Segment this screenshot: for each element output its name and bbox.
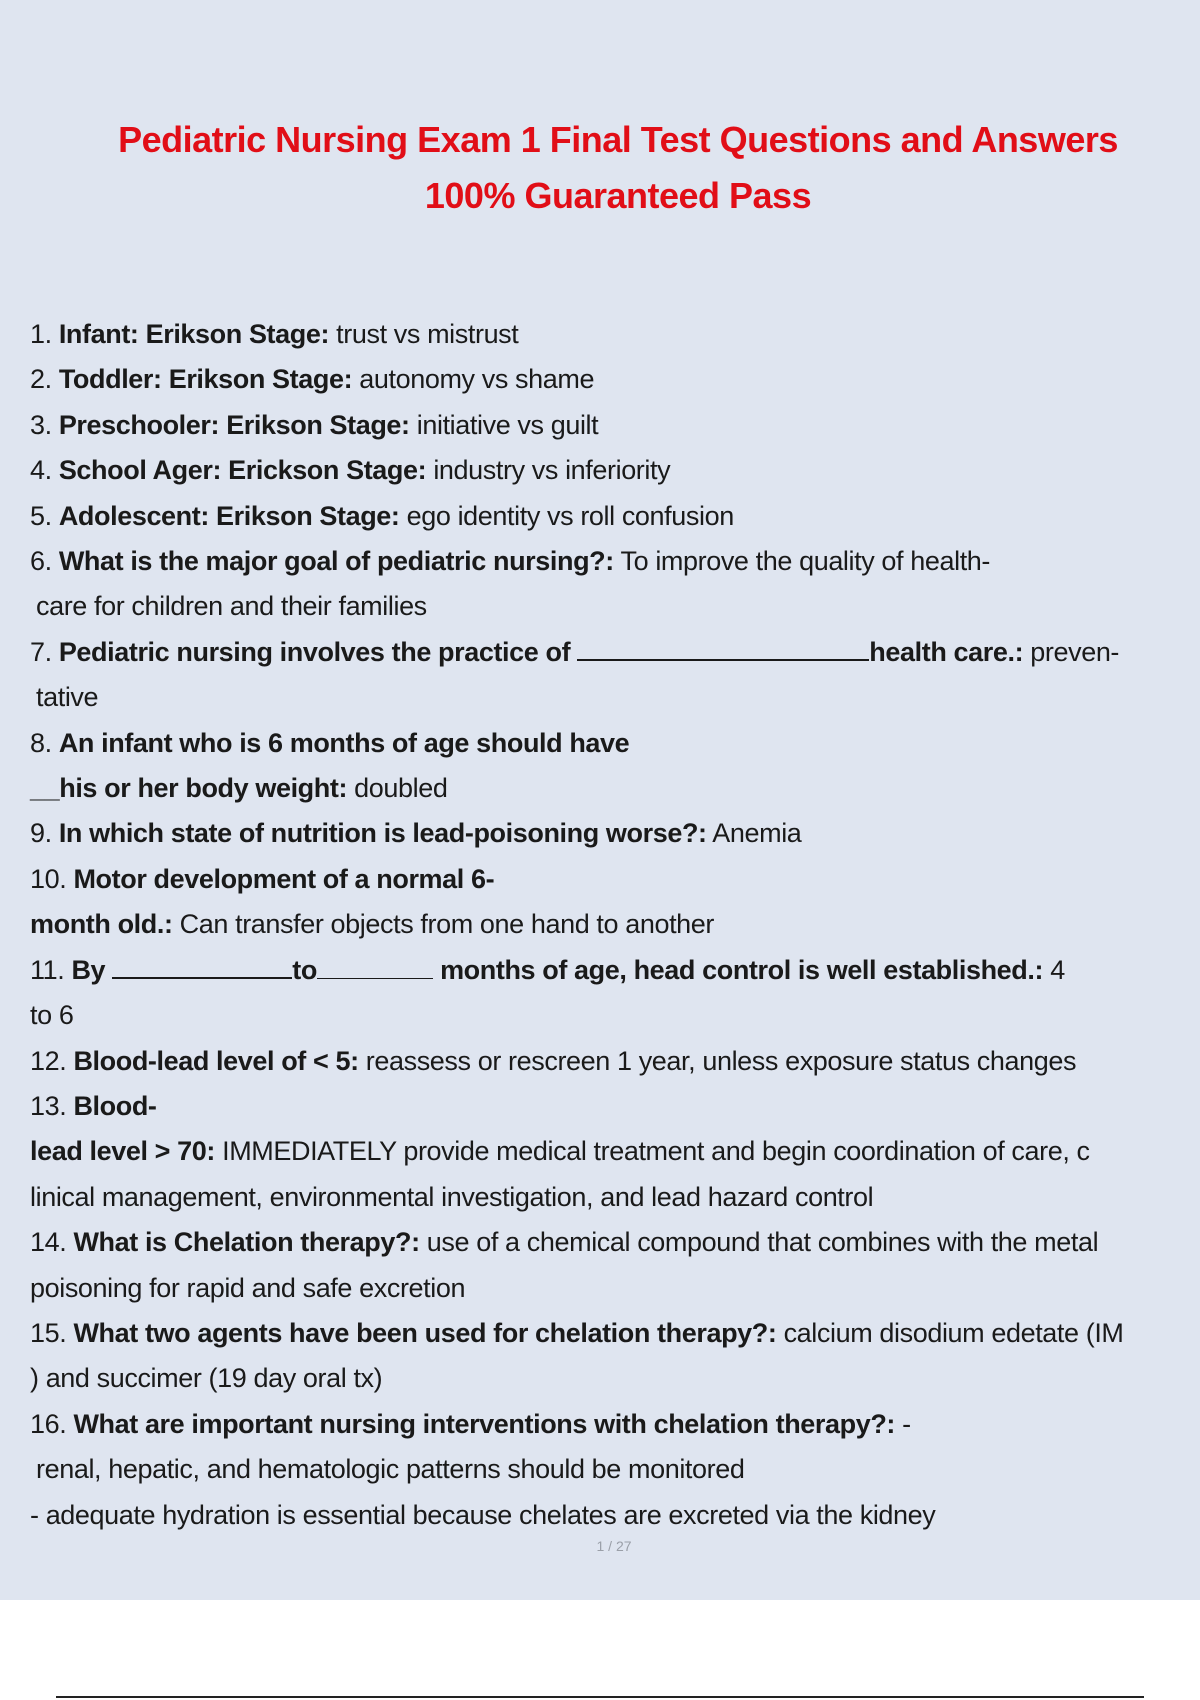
fill-in-blank bbox=[317, 954, 433, 979]
list-item: 7. Pediatric nursing involves the practice of health care.: preven- tative bbox=[30, 636, 1120, 713]
page-indicator: 1 / 27 bbox=[596, 1538, 632, 1554]
list-item: 10. Motor development of a normal 6- month old.: Can transfer objects from one hand to another bbox=[30, 863, 714, 940]
list-item: 1. Infant: Erikson Stage: trust vs mistrust bbox=[30, 319, 519, 349]
list-item: 8. An infant who is 6 months of age should have __his or her body weight: doubled bbox=[30, 727, 630, 804]
list-item: 3. Preschooler: Erikson Stage: initiative vs guilt bbox=[30, 409, 599, 440]
list-item: 9. In which state of nutrition is lead-poisoning worse?: Anemia bbox=[30, 818, 802, 849]
fill-in-blank bbox=[577, 635, 869, 661]
list-item: 4. School Ager: Erickson Stage: industry vs inferiority bbox=[30, 455, 671, 486]
list-item: 6. What is the major goal of pediatric nursing?: To improve the quality of health- care for children and their families bbox=[30, 546, 991, 622]
divider bbox=[56, 1696, 1144, 1698]
question-list bbox=[30, 312, 1195, 1538]
title-line-2: 100% Guaranteed Pass bbox=[424, 175, 812, 216]
fill-in-blank bbox=[112, 953, 292, 979]
list-item: 5. Adolescent: Erikson Stage: ego identity vs roll confusion bbox=[30, 500, 734, 531]
list-item: 14. What is Chelation therapy?: use of a chemical compound that combines with the metal poisoning for rapid and safe excretion bbox=[30, 1227, 1099, 1303]
list-item: 12. Blood-lead level of < 5: reassess or rescreen 1 year, unless exposure status changes bbox=[30, 1045, 1077, 1076]
document-title bbox=[0, 112, 1200, 224]
title-line-1: Pediatric Nursing Exam 1 Final Test Questions and Answers bbox=[118, 119, 1118, 160]
list-item: 15. What two agents have been used for chelation therapy?: calcium disodium edetate (IM ) and succimer (19 day oral tx) bbox=[30, 1317, 1124, 1394]
list-item: 13. Blood- lead level > 70: IMMEDIATELY provide medical treatment and begin coordination of care, c linical management, environmental investigation, and lead hazard control bbox=[30, 1090, 1090, 1212]
list-item: 16. What are important nursing interventions with chelation therapy?: - renal, hepatic, and hematologic patterns should be monitored - adequate hydration is essential because chelates are excreted via the kidney bbox=[30, 1408, 936, 1530]
list-item: 11. By to months of age, head control is well established.: 4 to 6 bbox=[30, 954, 1065, 1031]
list-item: 2. Toddler: Erikson Stage: autonomy vs shame bbox=[30, 364, 595, 395]
